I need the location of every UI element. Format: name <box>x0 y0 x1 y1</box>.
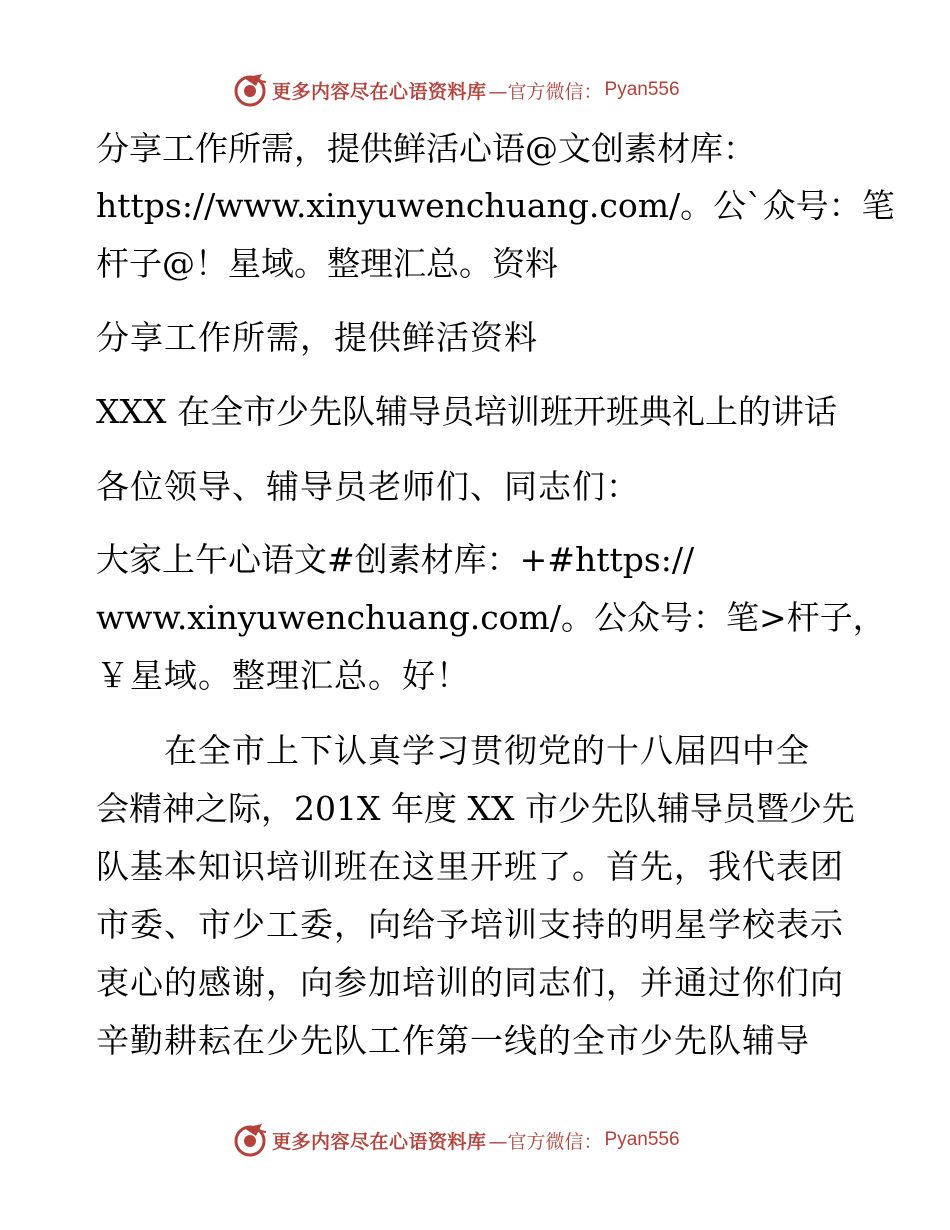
body-line: 辛勤耕耘在少先队工作第一线的全市少先队辅导 <box>96 1021 810 1060</box>
footer-watermark-banner <box>232 1120 680 1160</box>
banner-separator-text: —官方微信： <box>488 1130 603 1153</box>
body-line: www.xinyuwenchuang.com/。公众号：笔>杆子， <box>96 598 886 637</box>
body-line: 分享工作所需，提供鲜活资料 <box>96 318 538 357</box>
banner-wechat-id: Pyan556 <box>604 1129 680 1150</box>
banner-separator-text: —官方微信： <box>488 80 603 103</box>
body-line: ￥星域。整理汇总。好！ <box>96 656 470 695</box>
body-line: 在全市上下认真学习贯彻党的十八届四中全 <box>96 731 810 770</box>
body-line: 衷心的感谢，向参加培训的同志们，并通过你们向 <box>96 963 844 1002</box>
body-line: 市委、市少工委，向给予培训支持的明星学校表示 <box>96 905 844 944</box>
banner-main-text: 更多内容尽在心语资料库 <box>272 80 487 103</box>
body-line: https://www.xinyuwenchuang.com/。公`众号：笔 <box>96 186 895 225</box>
body-line: 大家上午心语文#创素材库：+#https:// <box>96 540 695 579</box>
header-watermark-banner <box>232 70 680 110</box>
body-line: 分享工作所需，提供鲜活心语@文创素材库： <box>96 129 756 168</box>
body-line: 队基本知识培训班在这里开班了。首先，我代表团 <box>96 847 844 886</box>
document-title: XXX 在全市少先队辅导员培训班开班典礼上的讲话 <box>96 392 837 431</box>
banner-wechat-id: Pyan556 <box>604 79 680 100</box>
body-line: 会精神之际，201X 年度 XX 市少先队辅导员暨少先 <box>96 789 855 828</box>
banner-main-text: 更多内容尽在心语资料库 <box>272 1130 487 1153</box>
brand-logo-icon <box>232 72 268 108</box>
salutation: 各位领导、辅导员老师们、同志们： <box>96 467 640 506</box>
body-line: 杆子@！星域。整理汇总。资料 <box>96 244 558 283</box>
brand-logo-icon <box>232 1122 268 1158</box>
